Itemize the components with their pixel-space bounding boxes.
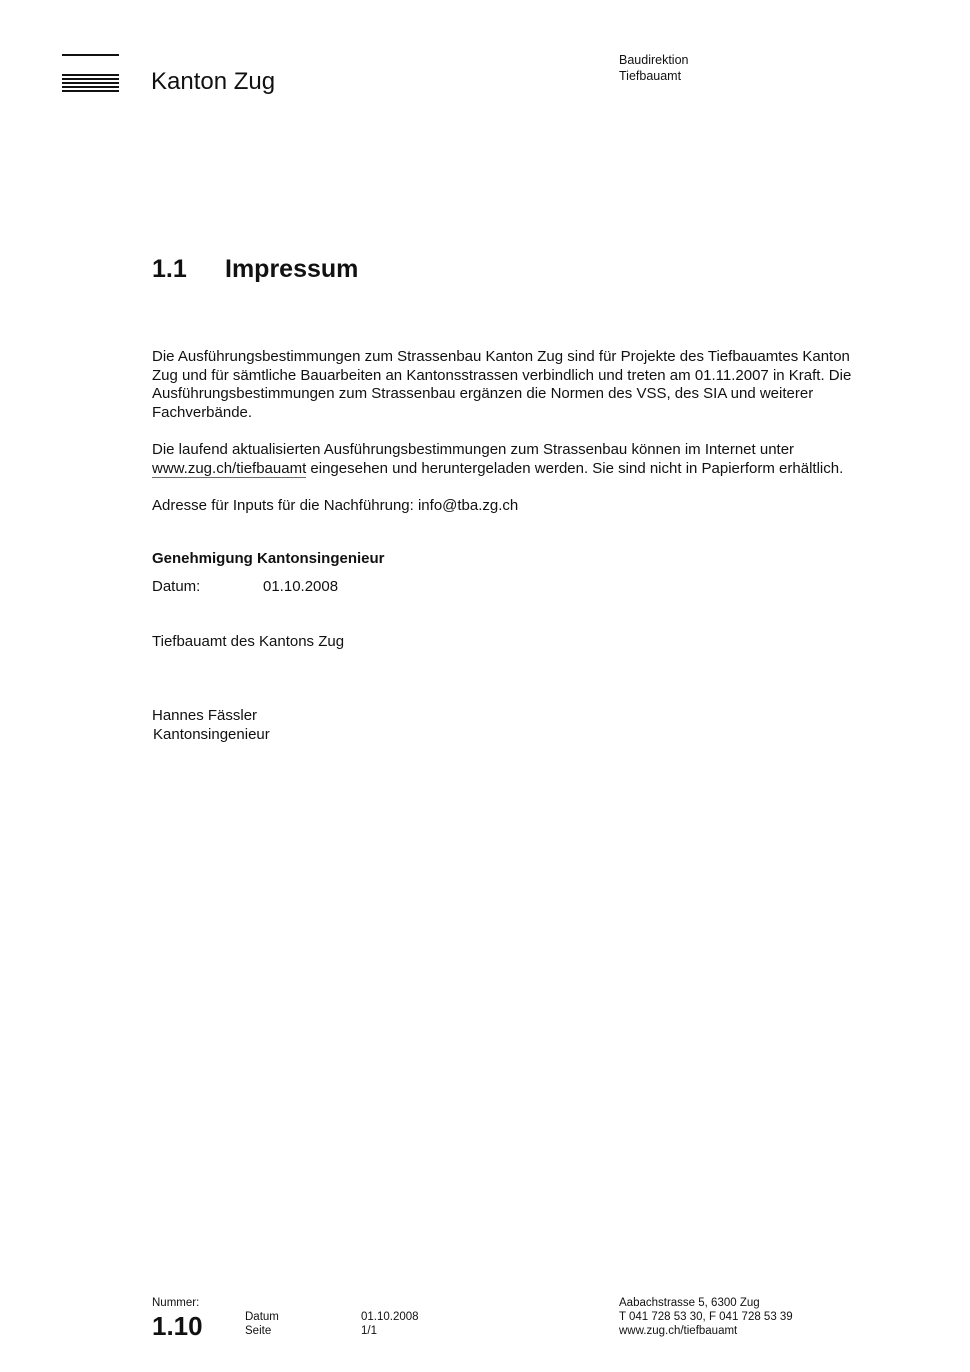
footer-address-block (619, 1296, 793, 1338)
approval-date-value: 01.10.2008 (263, 578, 339, 595)
kanton-zug-logo-icon (62, 54, 119, 94)
footer-phone-fax: T 041 728 53 30, F 041 728 53 39 (619, 1311, 793, 1323)
paragraph-line: Fachverbände. (152, 403, 253, 421)
approval-heading: Genehmigung Kantonsingenieur (152, 550, 385, 567)
footer-number-label: Nummer: (152, 1297, 200, 1309)
department-line-2: Tiefbauamt (619, 69, 682, 83)
online-paragraph (152, 441, 892, 478)
paragraph-line: Zug und für sämtliche Bauarbeiten an Kantonsstrassen verbindlich und treten am 01.11.2007 in Kraft. Die (152, 366, 852, 384)
footer-date-value: 01.10.2008 (361, 1311, 419, 1323)
intro-paragraph (152, 348, 892, 422)
logo-stripe (62, 54, 119, 56)
signatory-name: Hannes Fässler (152, 707, 258, 724)
section-title: Impressum (225, 255, 359, 283)
logo-stripe (62, 74, 119, 76)
tiefbauamt-website-link[interactable]: www.zug.ch/tiefbauamt (152, 459, 307, 477)
approval-organization: Tiefbauamt des Kantons Zug (152, 633, 345, 650)
paragraph-line (152, 460, 892, 479)
approval-date-label: Datum: (152, 578, 201, 595)
logo-stripe (62, 82, 119, 84)
footer-address: Aabachstrasse 5, 6300 Zug (619, 1297, 760, 1309)
footer-document-number: 1.10 (152, 1311, 203, 1341)
department-block (619, 52, 689, 84)
signatory-role: Kantonsingenieur (153, 726, 270, 743)
logo-stripe (62, 86, 119, 88)
department-line-1: Baudirektion (619, 53, 689, 67)
footer-website: www.zug.ch/tiefbauamt (619, 1325, 738, 1337)
footer-date-label: Datum (245, 1311, 279, 1323)
paragraph-line: Die laufend aktualisierten Ausführungsbestimmungen zum Strassenbau können im Internet unter (152, 441, 795, 458)
footer-page-value: 1/1 (361, 1325, 377, 1337)
logo-stripe (62, 78, 119, 80)
logo-stripe (62, 90, 119, 92)
section-number: 1.1 (152, 255, 187, 283)
paragraph-line: Ausführungsbestimmungen zum Strassenbau ergänzen die Normen des VSS, des SIA und weiterer (152, 385, 814, 403)
paragraph-text: eingesehen und heruntergeladen werden. Sie sind nicht in Papierform erhältlich. (306, 459, 844, 477)
paragraph-line: Die Ausführungsbestimmungen zum Strassenbau Kanton Zug sind für Projekte des Tiefbauamtes Kanton (152, 348, 850, 365)
contact-paragraph: Adresse für Inputs für die Nachführung: info@tba.zg.ch (152, 497, 519, 514)
footer-page-label: Seite (245, 1325, 272, 1337)
canton-name: Kanton Zug (151, 68, 276, 95)
